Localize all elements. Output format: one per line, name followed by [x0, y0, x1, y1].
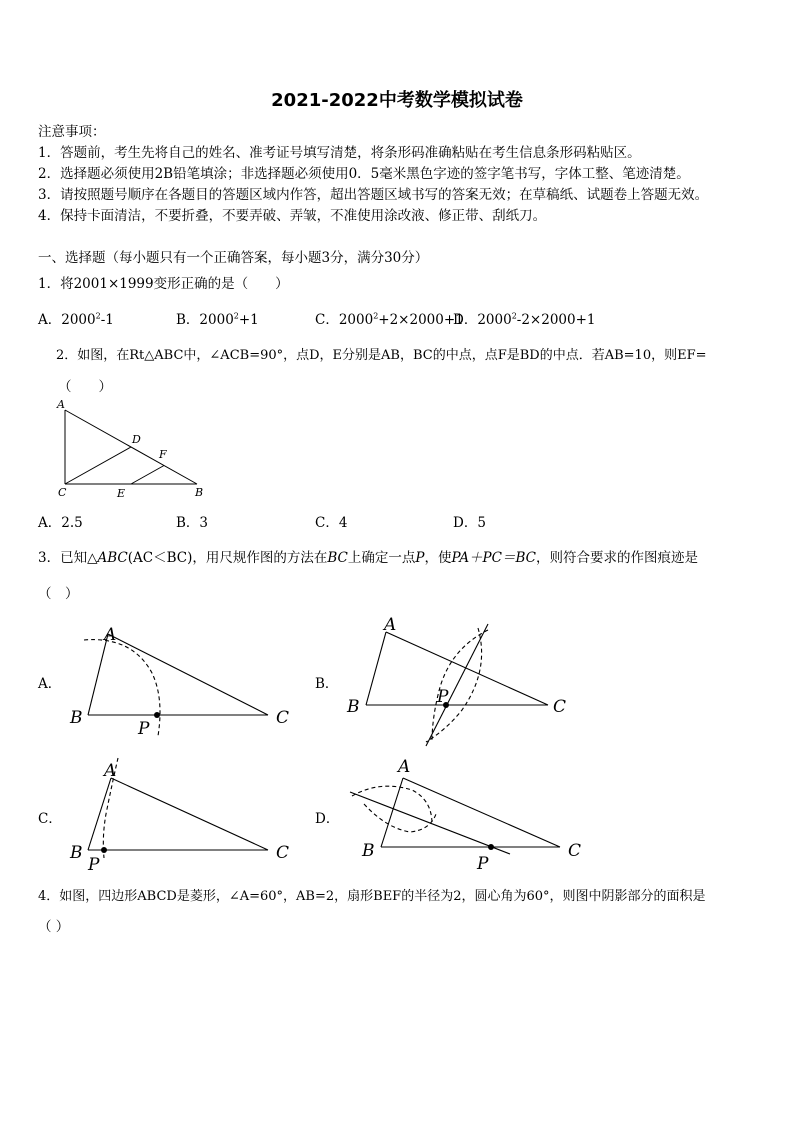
notes-heading: 注意事项： — [38, 124, 106, 140]
q3-stem-mid3: ，使 — [424, 550, 452, 566]
q2-segment-ef — [131, 466, 164, 485]
q3a-label-p: P — [138, 719, 150, 739]
q3b-label-p: P — [437, 687, 449, 707]
q2-label-b: B — [195, 486, 204, 499]
q2-stem: 2．如图，在Rt△ABC中，∠ACB=90°，点D，E分别是AB，BC的中点，点F是BD的中点．若AB=10，则EF= — [56, 348, 707, 363]
q2-label-f: F — [159, 448, 167, 461]
note-item-2: 2．选择题必须使用2B铅笔填涂；非选择题必须使用0．5毫米黑色字迹的签字笔书写，字体工整、笔迹清楚。 — [38, 166, 690, 182]
q2-option-b[interactable]: B．3 — [176, 515, 209, 531]
page-title: 2021-2022中考数学模拟试卷 — [271, 90, 523, 111]
note-item-4: 4．保持卡面清洁，不要折叠，不要弄破、弄皱，不准使用涂改液、修正带、刮纸刀。 — [38, 208, 547, 224]
q4-stem: 4．如图，四边形ABCD是菱形，∠A=60°，AB=2，扇形BEF的半径为2，圆心角为60°，则图中阴影部分的面积是 — [38, 889, 706, 904]
q2-label-e: E — [117, 487, 126, 500]
q3c-label-p: P — [88, 855, 100, 875]
q2-label-c: C — [58, 486, 67, 499]
section-heading: 一、选择题（每小题只有一个正确答案，每小题3分，满分30分） — [38, 250, 429, 266]
q4-paren: （ ） — [38, 919, 70, 935]
q1-option-b-post: +1 — [238, 312, 259, 328]
q1-option-a-pre: A．2000 — [38, 312, 96, 328]
q3-paren: （ ） — [38, 586, 79, 602]
q2-option-c[interactable]: C．4 — [315, 515, 348, 531]
q3-option-a-label[interactable]: A． — [38, 676, 62, 692]
q3d-label-a: A — [398, 757, 411, 777]
q1-stem: 1．将2001×1999变形正确的是（ ） — [38, 276, 289, 292]
q1-option-c-sup: 2 — [373, 311, 379, 321]
q3-stem — [38, 546, 698, 566]
q2-label-d: D — [132, 433, 141, 446]
q1-option-d-pre: D．2000 — [453, 312, 512, 328]
q3-option-c-label[interactable]: C． — [38, 811, 62, 827]
q1-option-a-post: -1 — [100, 312, 114, 328]
q1-option-d-sup: 2 — [511, 311, 517, 321]
q3-figure-d[interactable] — [340, 752, 590, 876]
q3-stem-mid: ，用尺规作图的方法在 — [192, 550, 328, 566]
q1-option-a-sup: 2 — [95, 311, 101, 321]
q1-option-a[interactable] — [38, 308, 114, 328]
q1-option-c[interactable] — [315, 308, 464, 328]
q2-option-a[interactable]: A．2.5 — [38, 515, 83, 531]
note-item-3: 3．请按照题号顺序在各题目的答题区域内作答，超出答题区域书写的答案无效；在草稿纸、试题卷上答题无效。 — [38, 187, 709, 203]
q3-figure-c[interactable] — [62, 754, 302, 876]
q1-option-c-post: +2×2000+1 — [378, 312, 464, 328]
q3-stem-math4: PA＋PC＝BC — [451, 550, 536, 566]
q3c-label-c: C — [276, 843, 290, 863]
q3-stem-math2: BC — [327, 550, 348, 566]
q2-paren: （ ） — [58, 379, 112, 395]
q3-figure-a[interactable] — [62, 618, 302, 740]
q3b-label-b: B — [347, 697, 360, 717]
q3-option-d-label[interactable]: D． — [315, 811, 340, 827]
q1-option-b-pre: B．2000 — [176, 312, 234, 328]
q3-stem-math1b: (AC＜BC) — [127, 550, 193, 566]
q3-option-b-label[interactable]: B． — [315, 676, 339, 692]
q3-stem-post: ，则符合要求的作图痕迹是 — [535, 550, 698, 566]
q3-stem-math3: P — [415, 550, 425, 566]
note-item-1: 1．答题前，考生先将自己的姓名、准考证号填写清楚，将条形码准确粘贴在考生信息条形码粘贴区。 — [38, 145, 641, 161]
q2-option-d[interactable]: D．5 — [453, 515, 486, 531]
q1-option-b[interactable] — [176, 308, 259, 328]
q3c-label-b: B — [70, 843, 83, 863]
q2-segment-cd — [65, 447, 131, 484]
q3-stem-mid2: 上确定一点 — [347, 550, 416, 566]
q3-figure-b[interactable] — [340, 610, 580, 750]
q1-option-d[interactable] — [453, 308, 596, 328]
q3c-label-a: A — [104, 761, 117, 781]
q3b-label-a: A — [384, 615, 397, 635]
q3-stem-pre: 3．已知 — [38, 550, 88, 566]
q1-option-b-sup: 2 — [233, 311, 239, 321]
q3a-label-b: B — [70, 708, 83, 728]
q3-stem-math1: △ABC — [87, 550, 128, 566]
q1-option-c-pre: C．2000 — [315, 312, 374, 328]
q3a-label-a: A — [104, 625, 117, 645]
q3a-label-c: C — [276, 708, 290, 728]
q3b-label-c: C — [553, 697, 567, 717]
q3d-label-p: P — [477, 854, 489, 874]
q2-label-a: A — [57, 398, 65, 411]
q1-option-d-post: -2×2000+1 — [516, 312, 596, 328]
q3d-label-b: B — [362, 841, 375, 861]
q3d-label-c: C — [568, 841, 582, 861]
q2-triangle-figure — [55, 396, 215, 504]
